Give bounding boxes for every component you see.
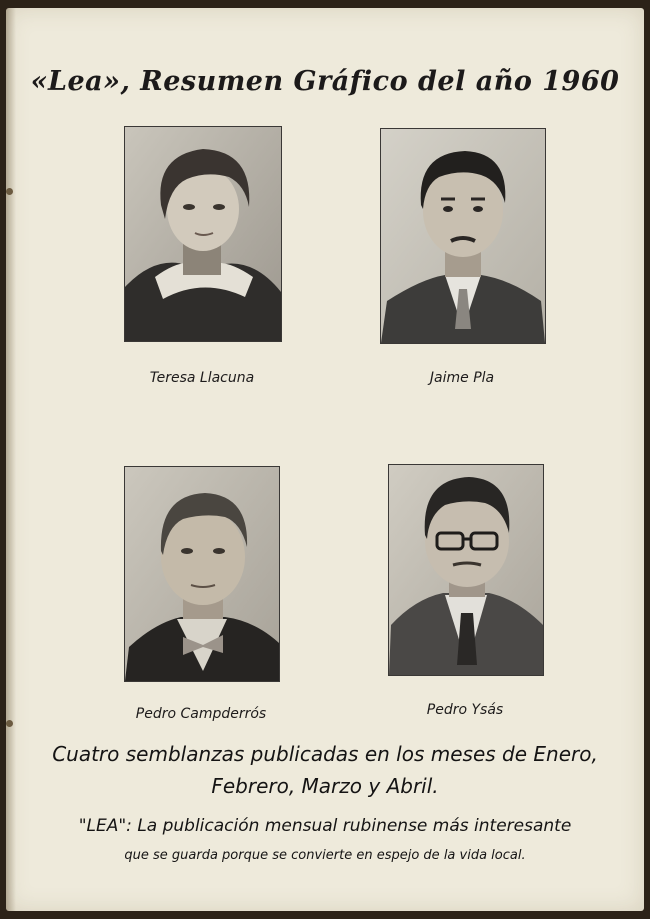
man-with-glasses-portrait-icon xyxy=(389,465,543,675)
portrait-photo-teresa-llacuna xyxy=(124,126,282,342)
slogan-line: "LEA": La publicación mensual rubinense más interesante xyxy=(78,816,572,836)
portrait-caption: Jaime Pla xyxy=(429,370,495,386)
description-line-2: Febrero, Marzo y Abril. xyxy=(211,774,439,798)
page-title: «Lea», Resumen Gráfico del año 1960 xyxy=(30,66,620,97)
magazine-page xyxy=(6,8,644,911)
man-portrait-icon xyxy=(125,467,279,681)
portrait-photo-jaime-pla xyxy=(380,128,546,344)
portrait-photo-pedro-campderros xyxy=(124,466,280,682)
portrait-caption: Pedro Ysás xyxy=(426,702,504,718)
description-line-1: Cuatro semblanzas publicadas en los meses de Enero, xyxy=(52,742,598,766)
binding-hole xyxy=(6,720,13,727)
portrait-caption: Pedro Campderrós xyxy=(135,706,267,722)
binding-hole xyxy=(6,188,13,195)
woman-portrait-icon xyxy=(125,127,281,341)
portrait-caption: Teresa Llacuna xyxy=(149,370,255,386)
man-portrait-icon xyxy=(381,129,545,343)
slogan-subline: que se guarda porque se convierte en espejo de la vida local. xyxy=(124,848,526,863)
portrait-photo-pedro-ysas xyxy=(388,464,544,676)
